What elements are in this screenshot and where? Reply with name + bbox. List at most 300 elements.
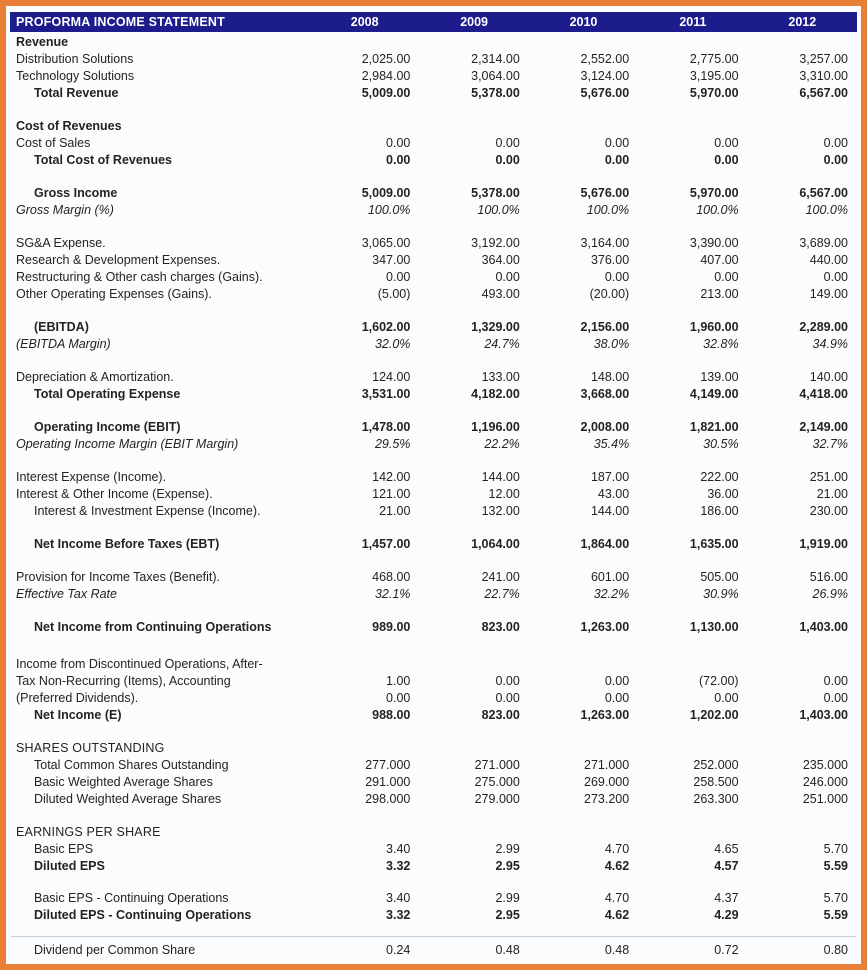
year-header-2009: 2009 [460, 15, 488, 29]
cell-value: 5.70 [823, 891, 848, 905]
cell-value: 29.5% [374, 437, 411, 451]
row-label: Distribution Solutions [16, 52, 134, 66]
cell-value: 1,403.00 [799, 620, 848, 634]
statement-row [10, 619, 857, 636]
row-label: Gross Income [34, 186, 118, 200]
row-spacer [10, 724, 857, 740]
row-spacer [10, 520, 857, 536]
cell-value: 5,378.00 [471, 86, 520, 100]
row-label: Depreciation & Amortization. [16, 370, 174, 384]
row-label: Gross Margin (%) [16, 203, 114, 217]
row-label: Operating Income (EBIT) [34, 420, 181, 434]
row-spacer [10, 219, 857, 235]
cell-value: 21.00 [379, 504, 411, 518]
statement-row [10, 707, 857, 724]
row-label: Provision for Income Taxes (Benefit). [16, 570, 221, 584]
year-header-2011: 2011 [679, 15, 707, 29]
cell-value: 252.000 [693, 758, 739, 772]
statement-row [10, 486, 857, 503]
cell-value: 3,257.00 [799, 52, 848, 66]
cell-value: 6,567.00 [799, 186, 848, 200]
cell-value: 0.00 [495, 136, 520, 150]
cell-value: 3.40 [386, 842, 411, 856]
cell-value [529, 118, 638, 135]
row-label: SG&A Expense. [16, 236, 106, 250]
statement-row [10, 252, 857, 269]
cell-value: 468.00 [372, 570, 411, 584]
row-label: Operating Income Margin (EBIT Margin) [16, 437, 239, 451]
cell-value: 38.0% [593, 337, 630, 351]
cell-value: 823.00 [481, 620, 520, 634]
cell-value: (72.00) [698, 674, 739, 688]
cell-value: 0.00 [604, 153, 630, 167]
cell-value [638, 118, 747, 135]
row-label: Interest Expense (Income). [16, 470, 167, 484]
cell-value [748, 34, 857, 51]
cell-value: 279.000 [474, 792, 520, 806]
cell-value: 5,009.00 [361, 86, 411, 100]
cell-value: 1,919.00 [799, 537, 848, 551]
row-spacer [10, 102, 857, 118]
cell-value: 0.00 [386, 270, 411, 284]
cell-value: 100.0% [586, 203, 630, 217]
year-header-2008: 2008 [350, 15, 379, 29]
cell-value: 12.00 [488, 487, 520, 501]
cell-value: 0.00 [386, 153, 411, 167]
statement-row [10, 907, 857, 924]
cell-value [638, 740, 747, 757]
cell-value: 3,195.00 [689, 69, 739, 83]
statement-row [10, 586, 857, 603]
cell-value: 1.00 [386, 674, 411, 688]
cell-value: 246.000 [802, 775, 848, 789]
cell-value: 251.00 [809, 470, 848, 484]
cell-value: 440.00 [809, 253, 848, 267]
cell-value: 2.99 [495, 842, 520, 856]
cell-value: 100.0% [696, 203, 739, 217]
cell-value [748, 824, 857, 841]
cell-value [529, 656, 638, 673]
row-label: Cost of Sales [16, 136, 91, 150]
cell-value: 291.000 [365, 775, 411, 789]
cell-value: 347.00 [372, 253, 411, 267]
cell-value: 121.00 [372, 487, 411, 501]
cell-value: 1,202.00 [689, 708, 739, 722]
cell-value: 0.00 [714, 270, 739, 284]
row-spacer [10, 353, 857, 369]
cell-value [529, 34, 638, 51]
cell-value: 0.00 [823, 674, 848, 688]
cell-value: 505.00 [700, 570, 739, 584]
cell-value [419, 824, 528, 841]
cell-value: 149.00 [809, 287, 848, 301]
statement-row [10, 319, 857, 336]
statement-row [10, 269, 857, 286]
cell-value: 364.00 [481, 253, 520, 267]
statement-row [10, 369, 857, 386]
cell-value: 4.57 [714, 859, 739, 873]
cell-value: 0.00 [823, 270, 848, 284]
cell-value: 0.24 [386, 943, 411, 957]
statement-title: PROFORMA INCOME STATEMENT [16, 15, 225, 29]
cell-value: 3,531.00 [361, 387, 411, 401]
cell-value: 5,676.00 [580, 186, 630, 200]
cell-value: 2,984.00 [361, 69, 411, 83]
cell-value: 2,149.00 [799, 420, 848, 434]
statement-row [10, 942, 857, 959]
statement-row [10, 656, 857, 673]
cell-value: 32.2% [593, 587, 630, 601]
row-spacer [10, 453, 857, 469]
cell-value: 6,567.00 [799, 86, 848, 100]
cell-value: 3.32 [386, 908, 411, 922]
cell-value: 2.95 [495, 908, 520, 922]
cell-value: 0.00 [604, 691, 630, 705]
cell-value: 3,064.00 [471, 69, 520, 83]
cell-value: 4.37 [714, 891, 739, 905]
cell-value: 36.00 [707, 487, 739, 501]
cell-value: 21.00 [816, 487, 848, 501]
cell-value: 0.00 [604, 674, 630, 688]
cell-value: 1,457.00 [361, 537, 411, 551]
cell-value [310, 118, 419, 135]
cell-value: 275.000 [474, 775, 520, 789]
row-label: Technology Solutions [16, 69, 135, 83]
row-label: SHARES OUTSTANDING [16, 741, 165, 755]
year-header-2012: 2012 [788, 15, 817, 29]
cell-value: 2,552.00 [580, 52, 630, 66]
cell-value: 0.00 [386, 691, 411, 705]
statement-row [10, 569, 857, 586]
cell-value: 144.00 [590, 504, 630, 518]
cell-value: 277.000 [365, 758, 411, 772]
cell-value [529, 824, 638, 841]
row-label: Other Operating Expenses (Gains). [16, 287, 212, 301]
statement-row [10, 673, 857, 690]
cell-value: 3,124.00 [580, 69, 630, 83]
row-spacer [10, 924, 857, 936]
cell-value: 30.5% [703, 437, 739, 451]
cell-value: 0.00 [823, 136, 848, 150]
cell-value: 124.00 [372, 370, 411, 384]
cell-value: 271.000 [584, 758, 630, 772]
cell-value: 2,775.00 [689, 52, 739, 66]
row-spacer [10, 875, 857, 890]
statement-header-bar [10, 12, 857, 32]
statement-row [10, 536, 857, 553]
row-spacer [10, 403, 857, 419]
statement-row [10, 858, 857, 875]
cell-value: 187.00 [590, 470, 630, 484]
cell-value: 0.00 [604, 270, 630, 284]
cell-value: 1,263.00 [580, 620, 630, 634]
cell-value [419, 656, 528, 673]
cell-value: 1,821.00 [689, 420, 739, 434]
cell-value: 22.2% [484, 437, 520, 451]
cell-value: 139.00 [700, 370, 739, 384]
statement-row [10, 791, 857, 808]
statement-row [10, 469, 857, 486]
cell-value: 1,196.00 [471, 420, 520, 434]
statement-row [10, 185, 857, 202]
cell-value: 3,065.00 [361, 236, 411, 250]
row-label: Net Income Before Taxes (EBT) [34, 537, 220, 551]
cell-value [638, 824, 747, 841]
statement-row [10, 740, 857, 757]
cell-value: 1,960.00 [689, 320, 739, 334]
cell-value: 230.00 [809, 504, 848, 518]
statement-row [10, 890, 857, 907]
cell-value: 0.72 [714, 943, 739, 957]
row-label: Total Cost of Revenues [34, 153, 172, 167]
statement-row [10, 202, 857, 219]
cell-value: 213.00 [700, 287, 739, 301]
cell-value: 1,064.00 [471, 537, 520, 551]
row-label: Revenue [16, 35, 69, 49]
cell-value: 132.00 [481, 504, 520, 518]
statement-row [10, 436, 857, 453]
cell-value: 3,310.00 [799, 69, 848, 83]
statement-row [10, 235, 857, 252]
cell-value: 0.00 [714, 691, 739, 705]
cell-value [310, 740, 419, 757]
cell-value: 5,676.00 [580, 86, 630, 100]
cell-value [748, 656, 857, 673]
cell-value: 32.8% [703, 337, 739, 351]
cell-value: 5,009.00 [361, 186, 411, 200]
cell-value: 988.00 [372, 708, 411, 722]
cell-value: 3.40 [386, 891, 411, 905]
cell-value: 2.99 [495, 891, 520, 905]
row-label: Total Operating Expense [34, 387, 181, 401]
statement-row [10, 336, 857, 353]
cell-value: 100.0% [367, 203, 411, 217]
cell-value: 0.00 [714, 153, 739, 167]
statement-row [10, 419, 857, 436]
row-spacer [10, 808, 857, 824]
cell-value: 4,149.00 [689, 387, 739, 401]
cell-value: 258.500 [693, 775, 739, 789]
cell-value: 3,668.00 [580, 387, 630, 401]
cell-value [310, 824, 419, 841]
cell-value: (20.00) [589, 287, 630, 301]
cell-value: 251.000 [802, 792, 848, 806]
cell-value: 601.00 [590, 570, 630, 584]
cell-value: 5.59 [823, 859, 848, 873]
row-label: Net Income from Continuing Operations [34, 620, 272, 634]
cell-value [310, 656, 419, 673]
cell-value: 4.29 [714, 908, 739, 922]
cell-value: 269.000 [584, 775, 630, 789]
cell-value: 1,635.00 [689, 537, 739, 551]
cell-value: 407.00 [700, 253, 739, 267]
cell-value: 4.62 [604, 908, 630, 922]
cell-value: 0.00 [495, 270, 520, 284]
cell-value: 5,970.00 [689, 186, 739, 200]
cell-value: 0.00 [823, 691, 848, 705]
cell-value [638, 656, 747, 673]
cell-value [529, 740, 638, 757]
cell-value: 2,025.00 [361, 52, 411, 66]
row-label: Tax Non-Recurring (Items), Accounting [16, 674, 231, 688]
cell-value: 1,130.00 [689, 620, 739, 634]
cell-value: 0.00 [823, 153, 848, 167]
row-label: Diluted Weighted Average Shares [34, 792, 222, 806]
row-label: (EBITDA) [34, 320, 89, 334]
row-label: Interest & Other Income (Expense). [16, 487, 213, 501]
cell-value: 493.00 [481, 287, 520, 301]
cell-value: (5.00) [377, 287, 411, 301]
cell-value: 1,263.00 [580, 708, 630, 722]
row-label: (Preferred Dividends). [16, 691, 139, 705]
statement-row [10, 152, 857, 169]
statement-row [10, 118, 857, 135]
cell-value: 32.0% [374, 337, 411, 351]
cell-value: 100.0% [477, 203, 520, 217]
year-header-2010: 2010 [569, 15, 598, 29]
cell-value [748, 740, 857, 757]
cell-value: 0.00 [495, 691, 520, 705]
cell-value: 263.300 [693, 792, 739, 806]
statement-row [10, 135, 857, 152]
cell-value: 1,602.00 [361, 320, 411, 334]
row-label: Total Revenue [34, 86, 119, 100]
cell-value: 2,314.00 [471, 52, 520, 66]
cell-value [748, 118, 857, 135]
cell-value: 148.00 [590, 370, 630, 384]
cell-value: 144.00 [481, 470, 520, 484]
cell-value: 3,164.00 [580, 236, 630, 250]
statement-row [10, 386, 857, 403]
row-spacer [10, 169, 857, 185]
cell-value: 30.9% [703, 587, 739, 601]
row-spacer [10, 303, 857, 319]
statement-row [10, 690, 857, 707]
row-label: Restructuring & Other cash charges (Gains). [16, 270, 263, 284]
cell-value: 3,689.00 [799, 236, 848, 250]
cell-value: 34.9% [812, 337, 848, 351]
cell-value: 4.62 [604, 859, 630, 873]
cell-value: 5,970.00 [689, 86, 739, 100]
cell-value [419, 740, 528, 757]
row-label: Interest & Investment Expense (Income). [34, 504, 261, 518]
statement-row [10, 824, 857, 841]
cell-value [638, 34, 747, 51]
row-label: EARNINGS PER SHARE [16, 825, 161, 839]
cell-value: 273.200 [584, 792, 630, 806]
statement-row [10, 34, 857, 51]
cell-value: 376.00 [590, 253, 630, 267]
cell-value: 142.00 [372, 470, 411, 484]
cell-value: 186.00 [700, 504, 739, 518]
statement-row [10, 85, 857, 102]
cell-value: 4.70 [604, 842, 630, 856]
cell-value: 100.0% [805, 203, 848, 217]
row-label: Research & Development Expenses. [16, 253, 221, 267]
cell-value: 35.4% [593, 437, 630, 451]
row-label: Dividend per Common Share [34, 943, 196, 957]
cell-value: 222.00 [700, 470, 739, 484]
cell-value: 2,156.00 [580, 320, 630, 334]
row-label: Cost of Revenues [16, 119, 122, 133]
cell-value: 516.00 [809, 570, 848, 584]
cell-value: 4,418.00 [799, 387, 848, 401]
cell-value: 0.00 [386, 136, 411, 150]
cell-value [310, 34, 419, 51]
row-label: Total Common Shares Outstanding [34, 758, 229, 772]
row-spacer [10, 553, 857, 569]
row-label: Diluted EPS [34, 859, 105, 873]
cell-value: 1,329.00 [471, 320, 520, 334]
cell-value: 241.00 [481, 570, 520, 584]
cell-value: 26.9% [812, 587, 848, 601]
cell-value: 2,289.00 [799, 320, 848, 334]
cell-value: 2,008.00 [580, 420, 630, 434]
cell-value: 1,864.00 [580, 537, 630, 551]
cell-value: 4,182.00 [471, 387, 520, 401]
cell-value: 2.95 [495, 859, 520, 873]
row-label: Income from Discontinued Operations, After- [16, 657, 263, 671]
row-label: Diluted EPS - Continuing Operations [34, 908, 252, 922]
statement-rows [10, 34, 857, 959]
cell-value: 0.00 [714, 136, 739, 150]
cell-value: 3,390.00 [689, 236, 739, 250]
statement-row [10, 51, 857, 68]
statement-row [10, 503, 857, 520]
cell-value: 0.00 [604, 136, 630, 150]
cell-value: 298.000 [365, 792, 411, 806]
cell-value [419, 34, 528, 51]
statement-row [10, 286, 857, 303]
cell-value: 0.48 [495, 943, 520, 957]
statement-row [10, 68, 857, 85]
row-label: (EBITDA Margin) [16, 337, 111, 351]
cell-value: 22.7% [484, 587, 520, 601]
cell-value: 4.65 [714, 842, 739, 856]
cell-value: 0.80 [823, 943, 848, 957]
cell-value: 271.000 [474, 758, 520, 772]
row-spacer [10, 636, 857, 656]
cell-value: 4.70 [604, 891, 630, 905]
cell-value: 3,192.00 [471, 236, 520, 250]
cell-value: 43.00 [597, 487, 630, 501]
row-spacer [10, 603, 857, 619]
cell-value: 1,403.00 [799, 708, 848, 722]
cell-value: 5.59 [823, 908, 848, 922]
cell-value: 0.48 [604, 943, 630, 957]
cell-value: 1,478.00 [361, 420, 411, 434]
row-label: Basic Weighted Average Shares [34, 775, 213, 789]
cell-value: 32.1% [374, 587, 411, 601]
cell-value: 235.000 [802, 758, 848, 772]
statement-row [10, 841, 857, 858]
cell-value: 0.00 [495, 674, 520, 688]
row-label: Effective Tax Rate [16, 587, 117, 601]
statement-row [10, 774, 857, 791]
cell-value: 3.32 [386, 859, 411, 873]
cell-value: 823.00 [481, 708, 520, 722]
statement-row [10, 757, 857, 774]
cell-value [419, 118, 528, 135]
cell-value: 0.00 [495, 153, 520, 167]
row-label: Basic EPS [34, 842, 94, 856]
cell-value: 133.00 [481, 370, 520, 384]
row-label: Net Income (E) [34, 708, 122, 722]
cell-value: 5.70 [823, 842, 848, 856]
row-label: Basic EPS - Continuing Operations [34, 891, 229, 905]
cell-value: 24.7% [484, 337, 520, 351]
cell-value: 989.00 [372, 620, 411, 634]
